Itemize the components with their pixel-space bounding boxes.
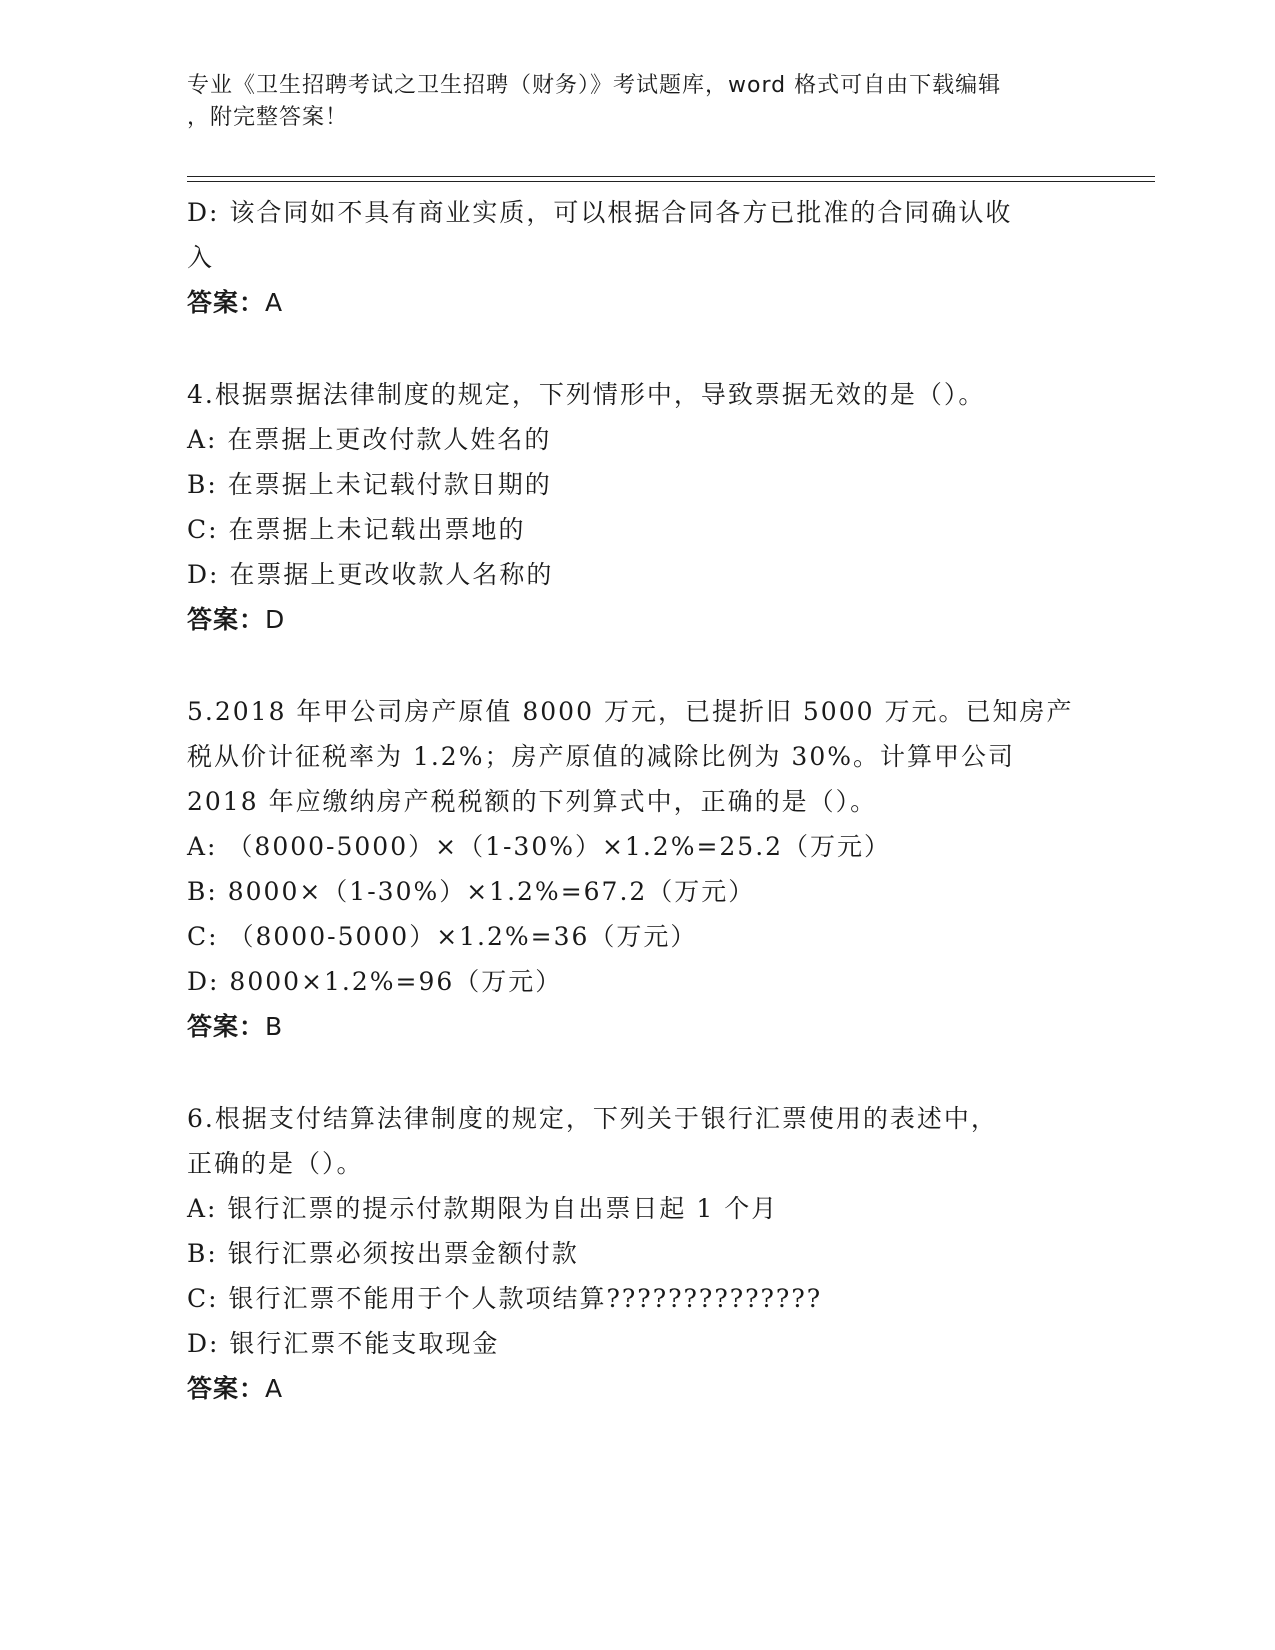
spacer bbox=[187, 325, 1087, 372]
q6-option-c: C: 银行汇票不能用于个人款项结算?????????????? bbox=[187, 1284, 823, 1313]
document-header bbox=[187, 70, 1067, 134]
answer-value: B bbox=[265, 1012, 284, 1041]
question-3-tail bbox=[187, 190, 1087, 325]
q5-stem-line-3: 2018 年应缴纳房产税税额的下列算式中，正确的是（）。 bbox=[187, 787, 878, 816]
answer-value: A bbox=[265, 288, 284, 317]
q5-option-c: C: （8000-5000）×1.2%=36（万元） bbox=[187, 922, 698, 951]
answer-label: 答案： bbox=[187, 1374, 266, 1403]
q6-option-a: A: 银行汇票的提示付款期限为自出票日起 1 个月 bbox=[187, 1194, 779, 1223]
q5-answer bbox=[187, 1004, 1087, 1049]
q3-option-d-line-1: D: 该合同如不具有商业实质，可以根据合同各方已批准的合同确认收 bbox=[187, 198, 1013, 227]
q3-option-d-line-2: 入 bbox=[187, 243, 215, 272]
q3-answer bbox=[187, 280, 1087, 325]
question-4 bbox=[187, 372, 1087, 642]
q5-stem-line-1: 5.2018 年甲公司房产原值 8000 万元，已提折旧 5000 万元。已知房产 bbox=[187, 697, 1074, 726]
spacer bbox=[187, 642, 1087, 689]
spacer bbox=[187, 1049, 1087, 1096]
q4-option-c: C: 在票据上未记载出票地的 bbox=[187, 515, 526, 544]
header-rule-top bbox=[187, 176, 1155, 177]
answer-label: 答案： bbox=[187, 605, 266, 634]
answer-label: 答案： bbox=[187, 1012, 266, 1041]
q5-stem-line-2: 税从价计征税率为 1.2%；房产原值的减除比例为 30%。计算甲公司 bbox=[187, 742, 1015, 771]
q5-option-b: B: 8000×（1-30%）×1.2%=67.2（万元） bbox=[187, 877, 756, 906]
q6-answer bbox=[187, 1366, 1087, 1411]
q6-option-d: D: 银行汇票不能支取现金 bbox=[187, 1329, 500, 1358]
q6-option-b: B: 银行汇票必须按出票金额付款 bbox=[187, 1239, 579, 1268]
q4-option-b: B: 在票据上未记载付款日期的 bbox=[187, 470, 552, 499]
q4-stem: 4.根据票据法律制度的规定，下列情形中，导致票据无效的是（）。 bbox=[187, 380, 986, 409]
q4-option-d: D: 在票据上更改收款人名称的 bbox=[187, 560, 554, 589]
q4-answer bbox=[187, 597, 1087, 642]
question-5 bbox=[187, 689, 1087, 1049]
q5-option-d: D: 8000×1.2%=96（万元） bbox=[187, 967, 563, 996]
answer-value: D bbox=[265, 605, 286, 634]
header-line-1: 专业《卫生招聘考试之卫生招聘（财务）》考试题库，word 格式可自由下载编辑 bbox=[187, 73, 1002, 98]
header-line-2: ，附完整答案！ bbox=[187, 105, 349, 130]
header-rule-bottom bbox=[187, 181, 1155, 182]
q4-option-a: A: 在票据上更改付款人姓名的 bbox=[187, 425, 552, 454]
q6-stem-line-2: 正确的是（）。 bbox=[187, 1149, 364, 1178]
answer-value: A bbox=[265, 1374, 284, 1403]
q6-stem-line-1: 6.根据支付结算法律制度的规定，下列关于银行汇票使用的表述中， bbox=[187, 1104, 998, 1133]
q5-option-a: A: （8000-5000）×（1-30%）×1.2%=25.2（万元） bbox=[187, 832, 892, 861]
question-6 bbox=[187, 1096, 1087, 1411]
question-content bbox=[187, 190, 1087, 1411]
answer-label: 答案： bbox=[187, 288, 266, 317]
